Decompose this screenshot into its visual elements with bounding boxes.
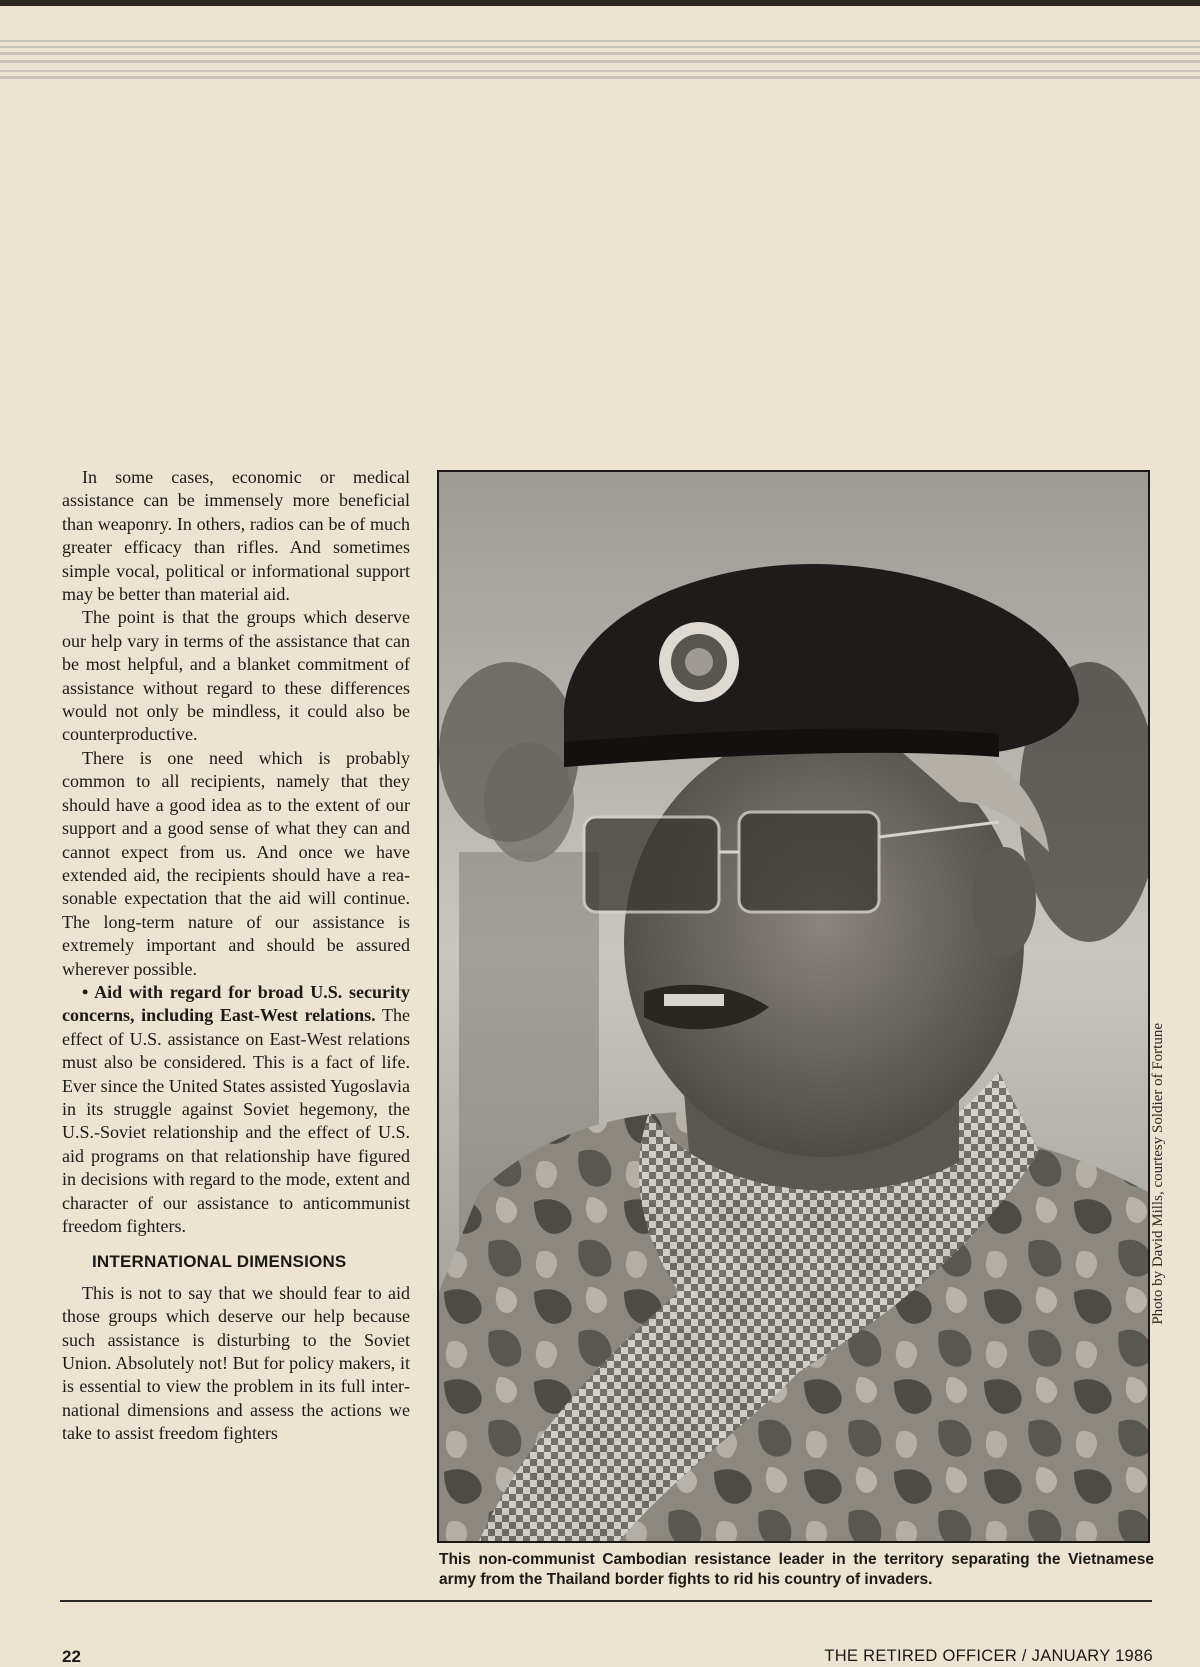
top-rule <box>0 60 1200 63</box>
photo-caption: This non-communist Cambodian resistance leader in the territory separating the Vietnamese army from the Thailand border fights to rid his country of invaders. <box>439 1551 1154 1588</box>
article-paragraph: The point is that the groups which deserve our help vary in terms of the assistance that can be most helpful, and a blanket commitment of assistance without regard to these differences would not only be mindless, it could also be counterproductive. <box>62 607 410 745</box>
article-column <box>62 466 410 1446</box>
photo-credit: Photo by David Mills, courtesy Soldier of Fortune <box>1150 1023 1166 1325</box>
page-top-edge <box>0 0 1200 6</box>
top-rule <box>0 40 1200 42</box>
footer-rule <box>60 1600 1152 1602</box>
article-paragraph: This is not to say that we should fear to aid those groups which deserve our help because such assistance is disturbing to the Soviet Union. Absolutely not! But for policy makers, it is essential to view the problem in its full international dimensions and assess the actions we take to assist freedom fighters <box>62 1282 410 1444</box>
bullet-lead: • Aid with regard for broad U.S. security concerns, including East-West relations. <box>62 981 410 1026</box>
bullet-text: The effect of U.S. assistance on East-West relations must also be considered. This is a fact of life. Ever since the United States assisted Yugoslavia in its struggle against Soviet hegemony, the U.S.-Soviet relationship and the effect of U.S. aid programs on that relationship have figured in decisions with regard to the mode, extent and character of our assistance to anticommunist freedom fighters. <box>62 1005 410 1236</box>
top-rule <box>0 46 1200 48</box>
publication-footer: THE RETIRED OFFICER / JANUARY 1986 <box>824 1647 1153 1665</box>
top-rule <box>0 52 1200 55</box>
bullet-paragraph <box>62 981 410 1238</box>
top-rule <box>0 70 1200 72</box>
page-number: 22 <box>62 1647 81 1666</box>
article-paragraph: There is one need which is probably common to all recipients, namely that they should have a good idea as to the extent of our support and a good sense of what they can and cannot expect from us. And once we have extended aid, the recipients should have a reasonable expectation that the aid will continue. The long-term nature of our assistance is extremely important and should be assured wherever possible. <box>62 747 410 979</box>
portrait-photo <box>437 470 1150 1543</box>
article-paragraph: In some cases, economic or medical assistance can be immensely more beneficial than weaponry. In others, radios can be of much greater efficacy than rifles. And sometimes simple vocal, political or informational support may be better than material aid. <box>62 467 410 605</box>
section-heading: INTERNATIONAL DIMENSIONS <box>92 1252 347 1272</box>
portrait-photo-image <box>439 472 1148 1541</box>
top-rule <box>0 76 1200 79</box>
